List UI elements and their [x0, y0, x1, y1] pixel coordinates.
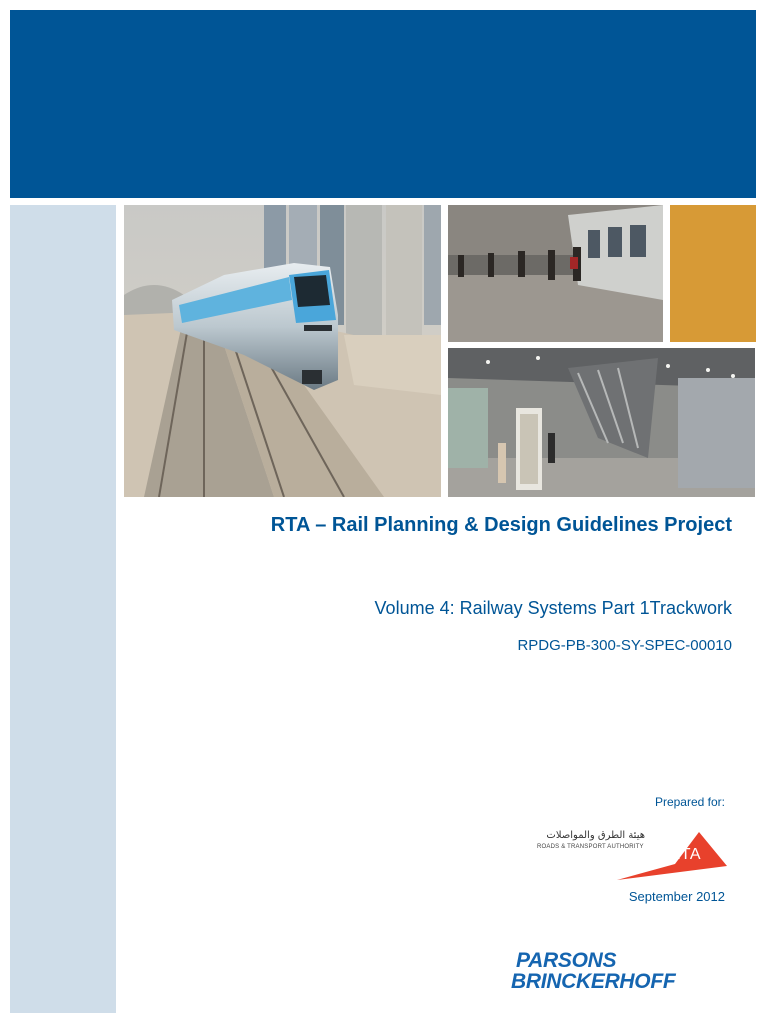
pb-logo-line2: BRINCKERHOFF [511, 970, 676, 993]
publication-date: September 2012 [628, 889, 725, 904]
parsons-brinckerhoff-logo [511, 950, 731, 994]
station-interior-photo [448, 348, 755, 497]
header-color-band [10, 10, 756, 198]
accent-color-block [670, 205, 756, 342]
station-platform-photo [448, 205, 663, 342]
project-title: RTA – Rail Planning & Design Guidelines Project [270, 514, 732, 536]
document-code: RPDG-PB-300-SY-SPEC-00010 [517, 637, 732, 654]
side-color-band [10, 205, 116, 1013]
rta-english-name: ROADS & TRANSPORT AUTHORITY [537, 844, 644, 850]
volume-title: Volume 4: Railway Systems Part 1Trackwork [374, 598, 732, 618]
rta-logo [537, 828, 727, 880]
metro-train-photo [124, 205, 441, 497]
prepared-for-label: Prepared for: [654, 795, 725, 809]
rta-arabic-name: هيئة الطرق والمواصلات [546, 830, 645, 841]
rta-mark-text: RTA [669, 846, 702, 863]
pb-logo-line1: PARSONS [516, 949, 617, 972]
